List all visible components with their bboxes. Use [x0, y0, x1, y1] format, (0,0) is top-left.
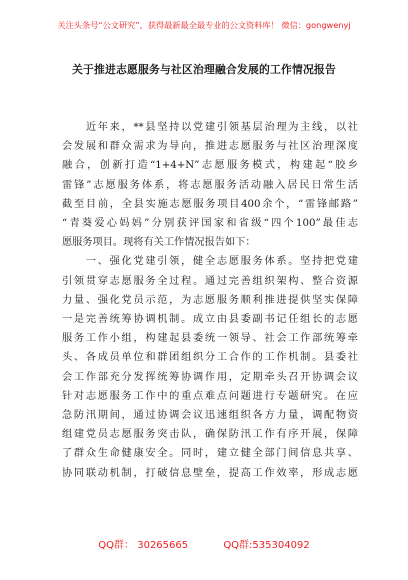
body-line: 组建党员志愿服务突击队，确保防汛工作有序开展，保障: [62, 429, 358, 441]
body-line: 头、各成员单位和群团组织分工合作的工作机制。县委社: [62, 352, 358, 364]
body-line: 急防汛期间，通过协调会议迅速组织各方力量，调配物资: [62, 410, 358, 422]
body-line: 针对志愿服务工作中的重点难点问题进行专题研究。在应: [62, 390, 358, 402]
body-line: 会工作部充分发挥统筹协调作用，定期牵头召开协调会议: [62, 371, 358, 383]
header-banner: 关注头条号“公文研究”，获得最新最全最专业的公文资料库！ 微信：gongwenyj: [57, 20, 351, 30]
body-line: 力量、强化党员示范，为志愿服务顺利推进提供坚实保障: [62, 294, 358, 306]
body-line: 协同联动机制，打破信息壁垒，提高工作效率，形成志愿: [62, 467, 358, 479]
document-title: 关于推进志愿服务与社区治理融合发展的工作情况报告: [72, 63, 336, 76]
footer: [0, 536, 408, 551]
body-line: 截至目前，全县实施志愿服务项目400余个，“雷锋邮路”: [62, 198, 358, 210]
body-line: “青葵爱心妈妈”分别获评国家和省级“四个100”最佳志: [62, 218, 358, 230]
body-line: 融合，创新打造“1+4+N”志愿服务模式，构建起“胶乡: [62, 160, 358, 172]
document-body: [62, 118, 358, 483]
body-line: 会发展和群众需求为导向，推进志愿服务与社区治理深度: [62, 141, 358, 153]
body-line: 引领贯穿志愿服务全过程。通过完善组织架构、整合资源: [62, 275, 358, 287]
body-line: 一、强化党建引领，健全志愿服务体系。坚持把党建: [62, 256, 358, 268]
body-line: 一是完善统筹协调机制。成立由县委副书记任组长的志愿: [62, 314, 358, 326]
footer-qq-group-2: QQ群:535304092: [223, 540, 310, 551]
body-line: 了群众生命健康安全。同时，建立健全部门间信息共享、: [62, 448, 358, 460]
body-line: 服务工作小组，构建起县委统一领导、社会工作部统筹牵: [62, 333, 358, 345]
body-line: 雷锋”志愿服务体系，将志愿服务活动融入居民日常生活: [62, 179, 358, 191]
footer-qq-group-1: QQ群： 30265665: [98, 540, 189, 551]
body-line: 愿服务项目。现将有关工作情况报告如下：: [62, 237, 256, 249]
body-line: 近年来，**县坚持以党建引领基层治理为主线，以社: [62, 122, 358, 133]
